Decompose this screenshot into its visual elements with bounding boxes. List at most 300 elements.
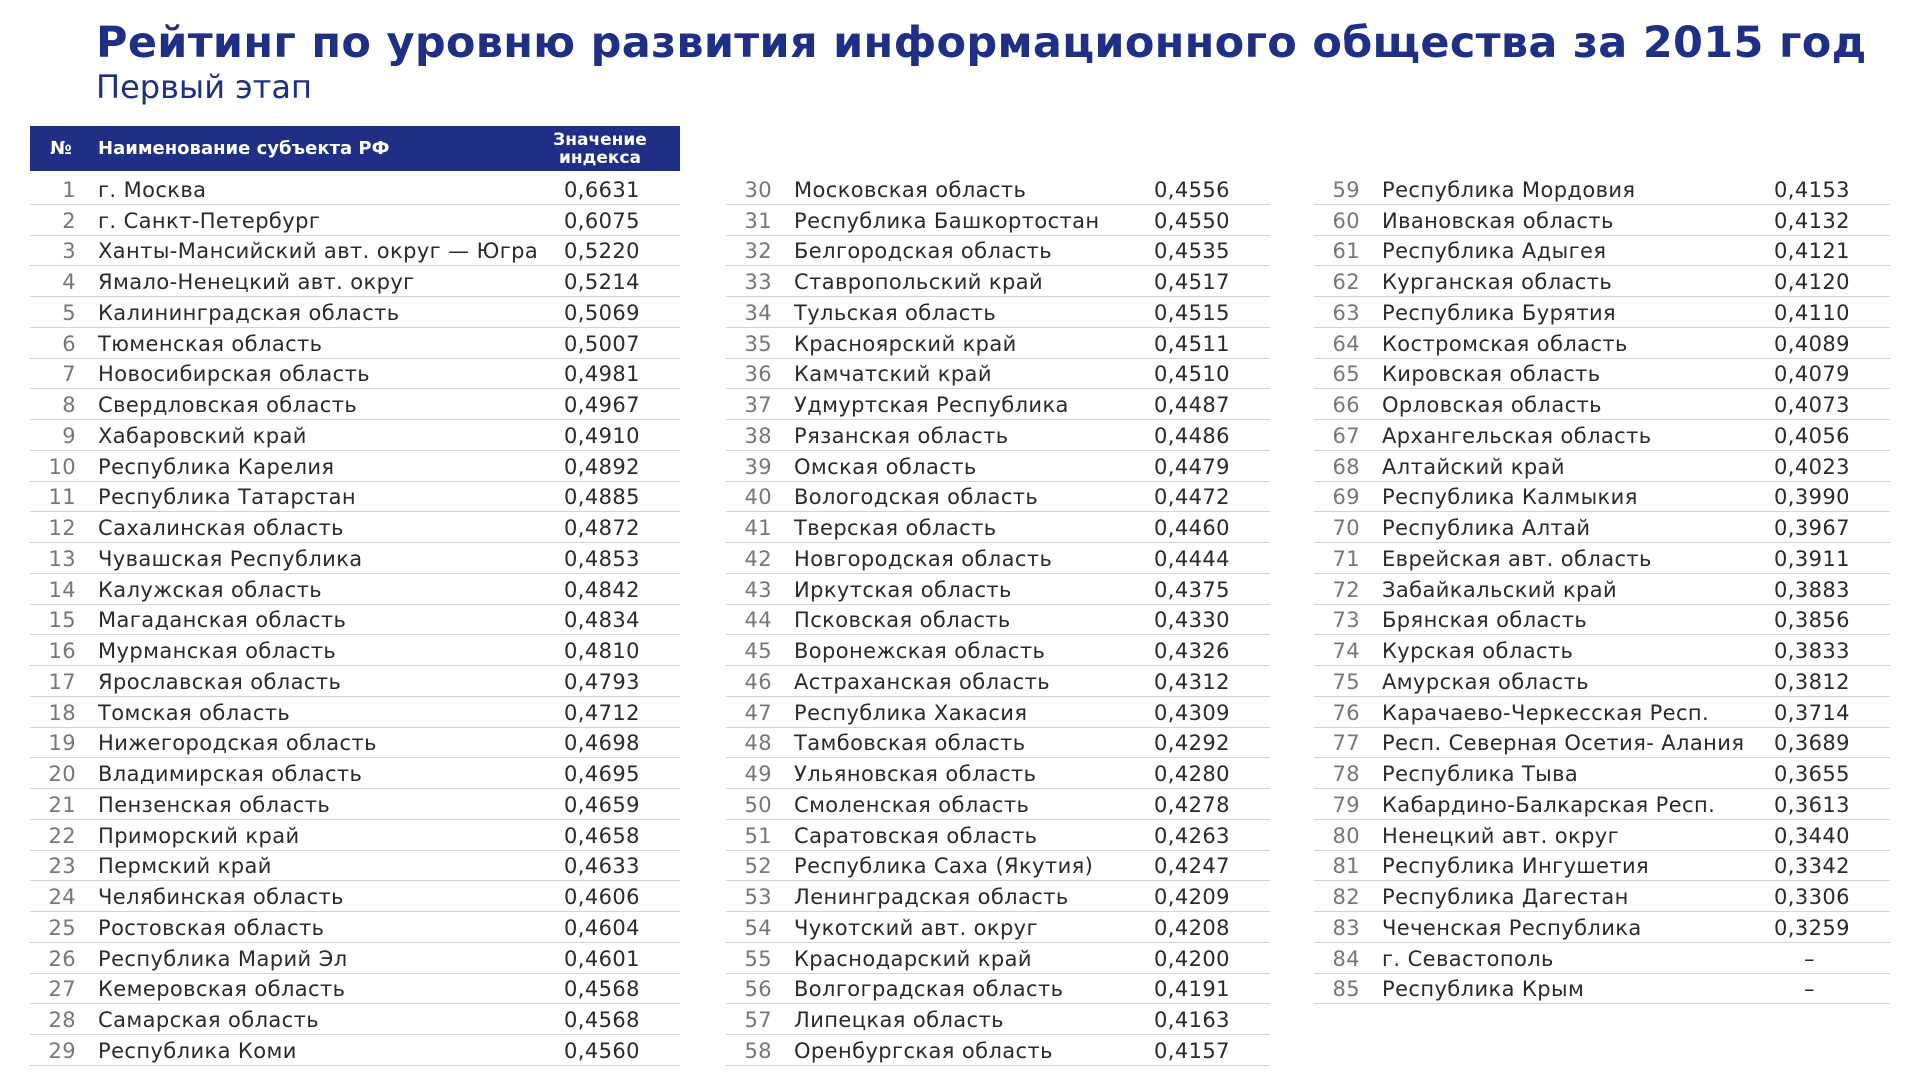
table-row <box>1314 789 1890 820</box>
row-subject-name: Ленинградская область <box>794 885 1069 909</box>
row-subject-name: Ставропольский край <box>794 270 1044 294</box>
table-row <box>1314 758 1890 789</box>
row-number: 3 <box>62 239 76 264</box>
row-index-value: 0,4121 <box>1774 239 1850 264</box>
row-subject-name: Калининградская область <box>98 300 400 325</box>
row-index-value: 0,4910 <box>564 423 640 448</box>
row-subject-name: Республика Саха (Якутия) <box>794 854 1094 879</box>
row-subject-name: Республика Тыва <box>1382 762 1579 786</box>
row-number: 71 <box>1332 546 1360 571</box>
row-subject-name: Хабаровский край <box>98 423 307 448</box>
table-row <box>726 943 1270 974</box>
table-row <box>30 205 680 236</box>
table-row <box>1314 851 1890 882</box>
row-number: 55 <box>744 946 772 971</box>
row-subject-name: Тульская область <box>794 300 997 325</box>
row-subject-name: Республика Калмыкия <box>1382 485 1638 510</box>
row-number: 70 <box>1332 516 1360 540</box>
row-number: 53 <box>744 885 772 909</box>
row-subject-name: Тюменская область <box>98 331 323 356</box>
row-number: 76 <box>1332 700 1360 725</box>
row-subject-name: Псковская область <box>794 608 1011 633</box>
row-subject-name: Кабардино-Балкарская Респ. <box>1382 792 1716 817</box>
table-row <box>1314 451 1890 482</box>
row-subject-name: Томская область <box>98 700 291 725</box>
row-number: 42 <box>744 546 772 571</box>
row-index-value: 0,5220 <box>564 239 640 264</box>
table-row <box>726 666 1270 697</box>
table-row <box>726 974 1270 1005</box>
row-index-value: 0,4157 <box>1154 1038 1230 1063</box>
table-row <box>726 1035 1270 1066</box>
row-subject-name: Волгоградская область <box>794 977 1064 1002</box>
row-index-value: 0,4191 <box>1154 977 1230 1002</box>
row-subject-name: Астраханская область <box>794 669 1051 694</box>
table-row <box>1314 728 1890 759</box>
row-index-value: 0,4510 <box>1154 362 1230 387</box>
row-subject-name: Белгородская область <box>794 239 1052 264</box>
row-index-value: 0,4120 <box>1774 270 1850 294</box>
row-index-value: 0,3812 <box>1774 669 1850 694</box>
row-index-value: 0,5069 <box>564 300 640 325</box>
row-number: 41 <box>744 516 772 540</box>
row-subject-name: Чукотский авт. округ <box>794 915 1038 940</box>
row-subject-name: Республика Хакасия <box>794 700 1028 725</box>
rating-column-1 <box>30 126 680 1066</box>
table-row <box>726 359 1270 390</box>
row-subject-name: Чувашская Республика <box>98 546 363 571</box>
row-index-value: 0,4556 <box>1154 177 1230 202</box>
row-subject-name: Забайкальский край <box>1382 577 1618 602</box>
row-subject-name: Курская область <box>1382 639 1574 663</box>
row-subject-name: Республика Алтай <box>1382 516 1591 540</box>
row-index-value: 0,4633 <box>564 854 640 879</box>
rows-column-1 <box>30 174 680 1066</box>
row-index-value: 0,4330 <box>1154 608 1230 633</box>
row-index-value: 0,3714 <box>1774 700 1850 725</box>
table-row <box>726 758 1270 789</box>
row-number: 67 <box>1332 423 1360 448</box>
row-number: 17 <box>48 669 76 694</box>
row-subject-name: Приморский край <box>98 823 300 848</box>
row-index-value: 0,4834 <box>564 608 640 633</box>
row-number: 45 <box>744 639 772 663</box>
row-index-value: 0,4511 <box>1154 331 1230 356</box>
row-number: 19 <box>48 731 76 756</box>
table-row <box>30 451 680 482</box>
row-index-value: 0,4023 <box>1774 454 1850 479</box>
row-subject-name: Алтайский край <box>1382 454 1565 479</box>
row-index-value: 0,4872 <box>564 516 640 540</box>
row-index-value: 0,4375 <box>1154 577 1230 602</box>
row-index-value: 0,3990 <box>1774 485 1850 510</box>
table-row <box>1314 574 1890 605</box>
rating-column-2 <box>726 126 1270 1066</box>
table-row <box>726 881 1270 912</box>
row-index-value: 0,4487 <box>1154 393 1230 417</box>
row-number: 54 <box>744 915 772 940</box>
row-index-value: 0,4606 <box>564 885 640 909</box>
table-row <box>1314 512 1890 543</box>
row-number: 36 <box>744 362 772 387</box>
row-number: 32 <box>744 239 772 264</box>
row-subject-name: Ярославская область <box>98 669 342 694</box>
row-number: 51 <box>744 823 772 848</box>
row-subject-name: Орловская область <box>1382 393 1602 417</box>
row-number: 56 <box>744 977 772 1002</box>
row-number: 8 <box>62 393 76 417</box>
table-row <box>1314 943 1890 974</box>
row-subject-name: Калужская область <box>98 577 322 602</box>
row-subject-name: Респ. Северная Осетия- Алания <box>1382 731 1745 756</box>
row-index-value: 0,4089 <box>1774 331 1850 356</box>
table-row <box>1314 482 1890 513</box>
header-subject-name: Наименование субъекта РФ <box>98 138 390 159</box>
row-number: 62 <box>1332 270 1360 294</box>
row-index-value: 0,4292 <box>1154 731 1230 756</box>
row-number: 18 <box>48 700 76 725</box>
table-row <box>1314 328 1890 359</box>
row-index-value: 0,4200 <box>1154 946 1230 971</box>
table-row <box>726 635 1270 666</box>
row-index-value: 0,4444 <box>1154 546 1230 571</box>
row-index-value: 0,4056 <box>1774 423 1850 448</box>
row-number: 25 <box>48 915 76 940</box>
row-number: 74 <box>1332 639 1360 663</box>
row-number: 39 <box>744 454 772 479</box>
row-number: 68 <box>1332 454 1360 479</box>
row-number: 78 <box>1332 762 1360 786</box>
row-subject-name: Ненецкий авт. округ <box>1382 823 1620 848</box>
row-number: 30 <box>744 177 772 202</box>
row-number: 11 <box>48 485 76 510</box>
row-subject-name: Нижегородская область <box>98 731 377 756</box>
row-subject-name: Ханты-Мансийский авт. округ — Югра <box>98 239 539 264</box>
table-row <box>30 1035 680 1066</box>
table-row <box>30 543 680 574</box>
table-row <box>30 635 680 666</box>
row-number: 6 <box>62 331 76 356</box>
row-subject-name: Костромская область <box>1382 331 1628 356</box>
row-number: 35 <box>744 331 772 356</box>
row-index-value: 0,4885 <box>564 485 640 510</box>
row-index-value: 0,4110 <box>1774 300 1850 325</box>
table-row <box>726 451 1270 482</box>
row-subject-name: Кировская область <box>1382 362 1601 387</box>
row-index-value: 0,4967 <box>564 393 640 417</box>
table-row <box>1314 236 1890 267</box>
row-number: 28 <box>48 1008 76 1032</box>
row-index-value: 0,4842 <box>564 577 640 602</box>
row-index-value: 0,4658 <box>564 823 640 848</box>
table-row <box>1314 974 1890 1005</box>
row-subject-name: Рязанская область <box>794 423 1009 448</box>
row-subject-name: Краснодарский край <box>794 946 1032 971</box>
row-number: 65 <box>1332 362 1360 387</box>
table-row <box>30 851 680 882</box>
table-row <box>726 174 1270 205</box>
row-number: 26 <box>48 946 76 971</box>
row-number: 82 <box>1332 885 1360 909</box>
row-index-value: 0,3306 <box>1774 885 1850 909</box>
row-index-value: 0,5007 <box>564 331 640 356</box>
table-row <box>1314 543 1890 574</box>
row-subject-name: Республика Мордовия <box>1382 177 1636 202</box>
row-subject-name: г. Севастополь <box>1382 946 1554 971</box>
table-row <box>726 697 1270 728</box>
table-row <box>30 389 680 420</box>
row-number: 31 <box>744 208 772 233</box>
row-index-value: 0,4535 <box>1154 239 1230 264</box>
row-subject-name: Республика Бурятия <box>1382 300 1617 325</box>
row-index-value: 0,4208 <box>1154 915 1230 940</box>
row-number: 33 <box>744 270 772 294</box>
row-number: 24 <box>48 885 76 909</box>
row-number: 61 <box>1332 239 1360 264</box>
row-index-value: 0,3911 <box>1774 546 1850 571</box>
row-subject-name: Свердловская область <box>98 393 358 417</box>
table-row <box>726 912 1270 943</box>
row-index-value: 0,3856 <box>1774 608 1850 633</box>
row-index-value: 0,3655 <box>1774 762 1850 786</box>
row-subject-name: Тамбовская область <box>794 731 1026 756</box>
row-index-value: 0,3883 <box>1774 577 1850 602</box>
row-index-value: 0,4560 <box>564 1038 640 1063</box>
table-row <box>30 820 680 851</box>
row-subject-name: Республика Татарстан <box>98 485 357 510</box>
rows-column-3 <box>1314 174 1890 1004</box>
row-index-value: 0,3833 <box>1774 639 1850 663</box>
row-number: 4 <box>62 270 76 294</box>
table-row <box>726 512 1270 543</box>
row-index-value: 0,4515 <box>1154 300 1230 325</box>
row-subject-name: Республика Марий Эл <box>98 946 348 971</box>
row-subject-name: Тверская область <box>794 516 997 540</box>
table-row <box>726 236 1270 267</box>
row-index-value: 0,4698 <box>564 731 640 756</box>
table-row <box>1314 359 1890 390</box>
row-number: 75 <box>1332 669 1360 694</box>
row-subject-name: Еврейская авт. область <box>1382 546 1652 571</box>
row-number: 60 <box>1332 208 1360 233</box>
table-row <box>726 728 1270 759</box>
table-row <box>726 543 1270 574</box>
row-subject-name: Челябинская область <box>98 885 344 909</box>
row-subject-name: Архангельская область <box>1382 423 1652 448</box>
row-number: 13 <box>48 546 76 571</box>
row-index-value: 0,4793 <box>564 669 640 694</box>
row-subject-name: Владимирская область <box>98 762 363 786</box>
row-subject-name: Красноярский край <box>794 331 1017 356</box>
table-row <box>726 205 1270 236</box>
row-subject-name: Республика Крым <box>1382 977 1585 1002</box>
row-index-value: 0,4073 <box>1774 393 1850 417</box>
row-number: 1 <box>62 177 76 202</box>
row-number: 69 <box>1332 485 1360 510</box>
row-number: 64 <box>1332 331 1360 356</box>
row-subject-name: Кемеровская область <box>98 977 346 1002</box>
row-subject-name: Магаданская область <box>98 608 347 633</box>
row-number: 44 <box>744 608 772 633</box>
row-number: 14 <box>48 577 76 602</box>
table-row <box>726 574 1270 605</box>
row-subject-name: г. Москва <box>98 177 207 202</box>
row-index-value: 0,4517 <box>1154 270 1230 294</box>
row-index-value: 0,4568 <box>564 1008 640 1032</box>
row-subject-name: Ростовская область <box>98 915 325 940</box>
row-index-value: 0,4659 <box>564 792 640 817</box>
row-number: 79 <box>1332 792 1360 817</box>
row-subject-name: Чеченская Республика <box>1382 915 1642 940</box>
row-number: 16 <box>48 639 76 663</box>
header-number: № <box>50 138 72 159</box>
row-subject-name: Московская область <box>794 177 1027 202</box>
row-number: 10 <box>48 454 76 479</box>
row-subject-name: Оренбургская область <box>794 1038 1053 1063</box>
table-row <box>1314 605 1890 636</box>
row-number: 20 <box>48 762 76 786</box>
row-number: 84 <box>1332 946 1360 971</box>
row-number: 43 <box>744 577 772 602</box>
table-row <box>30 512 680 543</box>
row-index-value: 0,4326 <box>1154 639 1230 663</box>
row-number: 50 <box>744 792 772 817</box>
row-index-value: 0,4472 <box>1154 485 1230 510</box>
row-number: 48 <box>744 731 772 756</box>
row-index-value: 0,3342 <box>1774 854 1850 879</box>
page-subtitle: Первый этап <box>96 68 312 106</box>
table-row <box>1314 820 1890 851</box>
row-subject-name: Ульяновская область <box>794 762 1037 786</box>
table-row <box>30 666 680 697</box>
row-subject-name: Республика Ингушетия <box>1382 854 1650 879</box>
row-subject-name: Республика Коми <box>98 1038 297 1063</box>
row-index-value: 0,4460 <box>1154 516 1230 540</box>
row-subject-name: Новосибирская область <box>98 362 371 387</box>
row-index-value: 0,3967 <box>1774 516 1850 540</box>
table-row <box>1314 912 1890 943</box>
row-subject-name: Липецкая область <box>794 1008 1004 1032</box>
table-row <box>726 328 1270 359</box>
table-row <box>30 297 680 328</box>
row-subject-name: Воронежская область <box>794 639 1046 663</box>
table-row <box>726 605 1270 636</box>
row-index-value: 0,4153 <box>1774 177 1850 202</box>
row-number: 29 <box>48 1038 76 1063</box>
row-number: 27 <box>48 977 76 1002</box>
row-index-value: 0,4163 <box>1154 1008 1230 1032</box>
row-index-value: 0,4079 <box>1774 362 1850 387</box>
row-subject-name: Республика Адыгея <box>1382 239 1607 264</box>
table-row <box>1314 635 1890 666</box>
table-row <box>30 728 680 759</box>
row-subject-name: Сахалинская область <box>98 516 344 540</box>
table-row <box>726 1004 1270 1035</box>
row-number: 7 <box>62 362 76 387</box>
table-row <box>726 482 1270 513</box>
row-index-value: 0,4312 <box>1154 669 1230 694</box>
row-number: 80 <box>1332 823 1360 848</box>
table-row <box>30 912 680 943</box>
row-subject-name: Удмуртская Республика <box>794 393 1069 417</box>
row-number: 81 <box>1332 854 1360 879</box>
table-row <box>30 328 680 359</box>
table-row <box>726 789 1270 820</box>
row-number: 63 <box>1332 300 1360 325</box>
table-row <box>30 758 680 789</box>
table-row <box>30 266 680 297</box>
row-number: 57 <box>744 1008 772 1032</box>
row-index-value: 0,4712 <box>564 700 640 725</box>
table-row <box>726 820 1270 851</box>
row-index-value: 0,4132 <box>1774 208 1850 233</box>
table-row <box>30 1004 680 1035</box>
row-index-value: 0,6631 <box>564 177 640 202</box>
row-subject-name: Смоленская область <box>794 792 1030 817</box>
row-subject-name: Ямало-Ненецкий авт. округ <box>98 270 415 294</box>
row-number: 46 <box>744 669 772 694</box>
table-row <box>30 605 680 636</box>
row-index-value: – <box>1804 946 1815 971</box>
row-subject-name: Пермский край <box>98 854 272 879</box>
rating-column-3 <box>1314 126 1890 1004</box>
row-index-value: 0,4309 <box>1154 700 1230 725</box>
row-number: 37 <box>744 393 772 417</box>
row-number: 22 <box>48 823 76 848</box>
table-row <box>726 297 1270 328</box>
table-row <box>1314 666 1890 697</box>
row-number: 47 <box>744 700 772 725</box>
row-subject-name: Брянская область <box>1382 608 1588 633</box>
row-number: 38 <box>744 423 772 448</box>
row-number: 73 <box>1332 608 1360 633</box>
row-number: 72 <box>1332 577 1360 602</box>
row-number: 34 <box>744 300 772 325</box>
row-number: 52 <box>744 854 772 879</box>
row-subject-name: Новгородская область <box>794 546 1053 571</box>
row-index-value: 0,4280 <box>1154 762 1230 786</box>
row-number: 59 <box>1332 177 1360 202</box>
page-title: Рейтинг по уровню развития информационного общества за 2015 год <box>96 18 1867 68</box>
table-row <box>726 389 1270 420</box>
row-index-value: 0,4810 <box>564 639 640 663</box>
table-row <box>30 482 680 513</box>
row-subject-name: Республика Дагестан <box>1382 885 1629 909</box>
row-index-value: 0,4550 <box>1154 208 1230 233</box>
row-index-value: 0,3259 <box>1774 915 1850 940</box>
row-subject-name: Саратовская область <box>794 823 1038 848</box>
row-subject-name: Камчатский край <box>794 362 992 387</box>
row-number: 83 <box>1332 915 1360 940</box>
table-row <box>30 174 680 205</box>
table-row <box>30 697 680 728</box>
row-subject-name: Ивановская область <box>1382 208 1614 233</box>
row-index-value: 0,4853 <box>564 546 640 571</box>
row-index-value: 0,4981 <box>564 362 640 387</box>
row-number: 21 <box>48 792 76 817</box>
row-subject-name: Карачаево-Черкесская Респ. <box>1382 700 1710 725</box>
row-number: 12 <box>48 516 76 540</box>
row-subject-name: Омская область <box>794 454 977 479</box>
row-index-value: 0,4486 <box>1154 423 1230 448</box>
row-index-value: 0,4568 <box>564 977 640 1002</box>
row-index-value: 0,4209 <box>1154 885 1230 909</box>
table-row <box>1314 174 1890 205</box>
table-row <box>30 236 680 267</box>
row-index-value: 0,4695 <box>564 762 640 786</box>
table-row <box>30 943 680 974</box>
table-row <box>1314 881 1890 912</box>
